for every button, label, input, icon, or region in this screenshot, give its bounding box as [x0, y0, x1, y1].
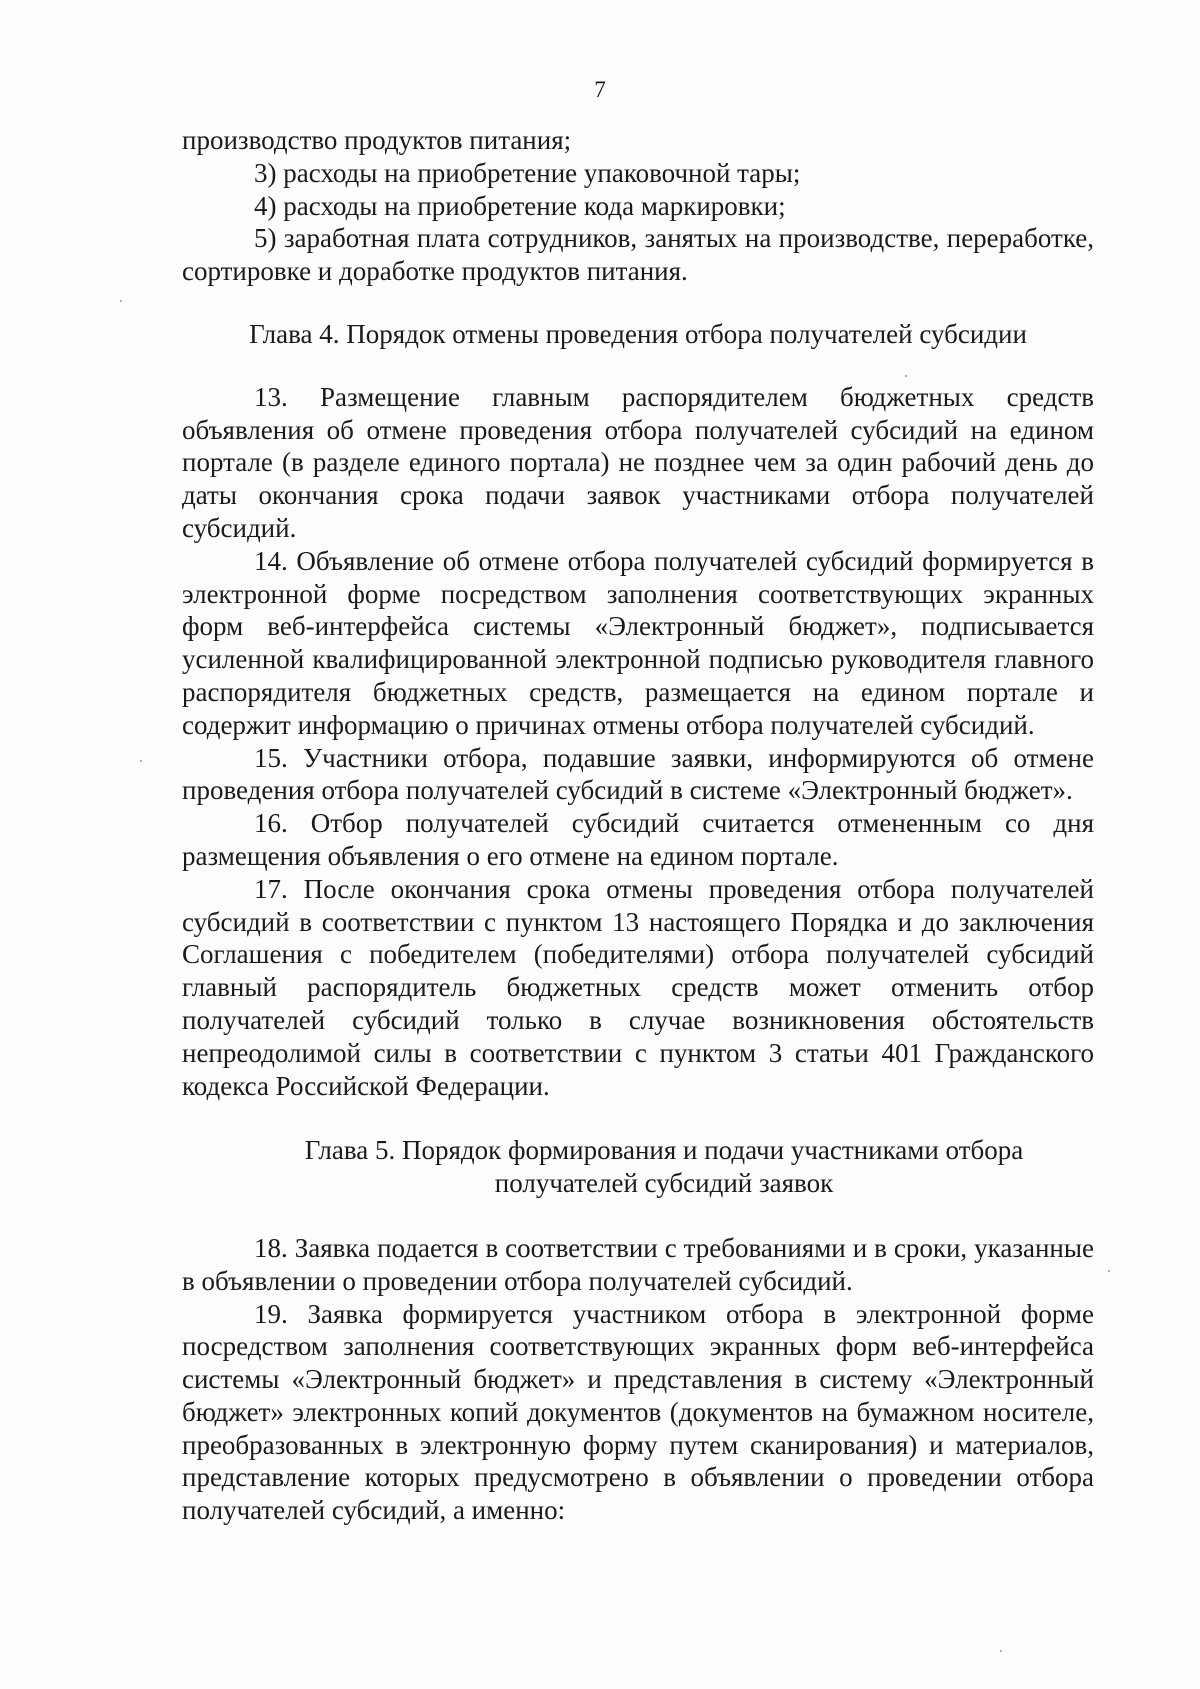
- scan-speck: [1108, 1270, 1110, 1272]
- clause-19: 19. Заявка формируется участником отбора в электронной форме посредством заполнения соответствующих экранных форм веб-интерфейса системы «Электронный бюджет» и представления в систему «Электронный бюджет» электронных копий документов (документов на бумажном носителе, преобразованных в электронную форму путем сканирования) и материалов, представление которых предусмотрено в объявлении о проведении отбора получателей субсидий, а именно:: [182, 1298, 1094, 1526]
- intro-list-item-5: 5) заработная плата сотрудников, занятых на производстве, переработке, сортировке и доработке продуктов питания.: [182, 223, 1094, 287]
- clause-16: 16. Отбор получателей субсидий считается отмененным со дня размещения объявления о его отмене на едином портале.: [182, 808, 1094, 871]
- page-number: 7: [594, 77, 606, 102]
- chapter-5-title-line-1: Глава 5. Порядок формирования и подачи участниками отбора: [304, 1135, 1024, 1166]
- scan-speck: [120, 300, 122, 302]
- clause-17: 17. После окончания срока отмены проведения отбора получателей субсидий в соответствии с пунктом 13 настоящего Порядка и до заключения Соглашения с победителем (победителями) отбора получателей субсидий главный распорядитель бюджетных средств может отменить отбор получателей субсидий только в случае возникновения обстоятельств непреодолимой силы в соответствии с пунктом 3 статьи 401 Гражданского кодекса Российской Федерации.: [182, 873, 1094, 1101]
- intro-list-item-4: 4) расходы на приобретение кода маркировки;: [254, 190, 786, 221]
- scan-speck: [1000, 1650, 1002, 1652]
- clause-13: 13. Размещение главным распорядителем бюджетных средств объявления об отмене проведения отбора получателей субсидий на едином портале (в разделе единого портала) не позднее чем за один рабочий день до даты окончания срока подачи заявок участниками отбора получателей субсидий.: [182, 381, 1094, 543]
- chapter-5-title-line-2: получателей субсидий заявок: [494, 1168, 834, 1199]
- clause-18: 18. Заявка подается в соответствии с требованиями и в сроки, указанные в объявлении о проведении отбора получателей субсидий.: [182, 1232, 1094, 1296]
- scan-speck: [905, 375, 907, 377]
- chapter-4-title: Глава 4. Порядок отмены проведения отбора получателей субсидии: [249, 318, 1027, 349]
- intro-line-continuation: производство продуктов питания;: [182, 125, 572, 155]
- clause-15: 15. Участники отбора, подавшие заявки, информируются об отмене проведения отбора получателей субсидий в системе «Электронный бюджет».: [182, 742, 1094, 806]
- clause-14: 14. Объявление об отмене отбора получателей субсидий формируется в электронной форме посредством заполнения соответствующих экранных форм веб-интерфейса системы «Электронный бюджет», подписывается усиленной квалифицированной электронной подписью руководителя главного распорядителя бюджетных средств, размещается на едином портале и содержит информацию о причинах отмены отбора получателей субсидий.: [182, 545, 1094, 740]
- document-body: [182, 124, 1094, 1527]
- intro-list-item-3: 3) расходы на приобретение упаковочной тары;: [254, 157, 801, 188]
- chapter-5-title: [182, 1134, 1094, 1200]
- scan-speck: [140, 760, 142, 762]
